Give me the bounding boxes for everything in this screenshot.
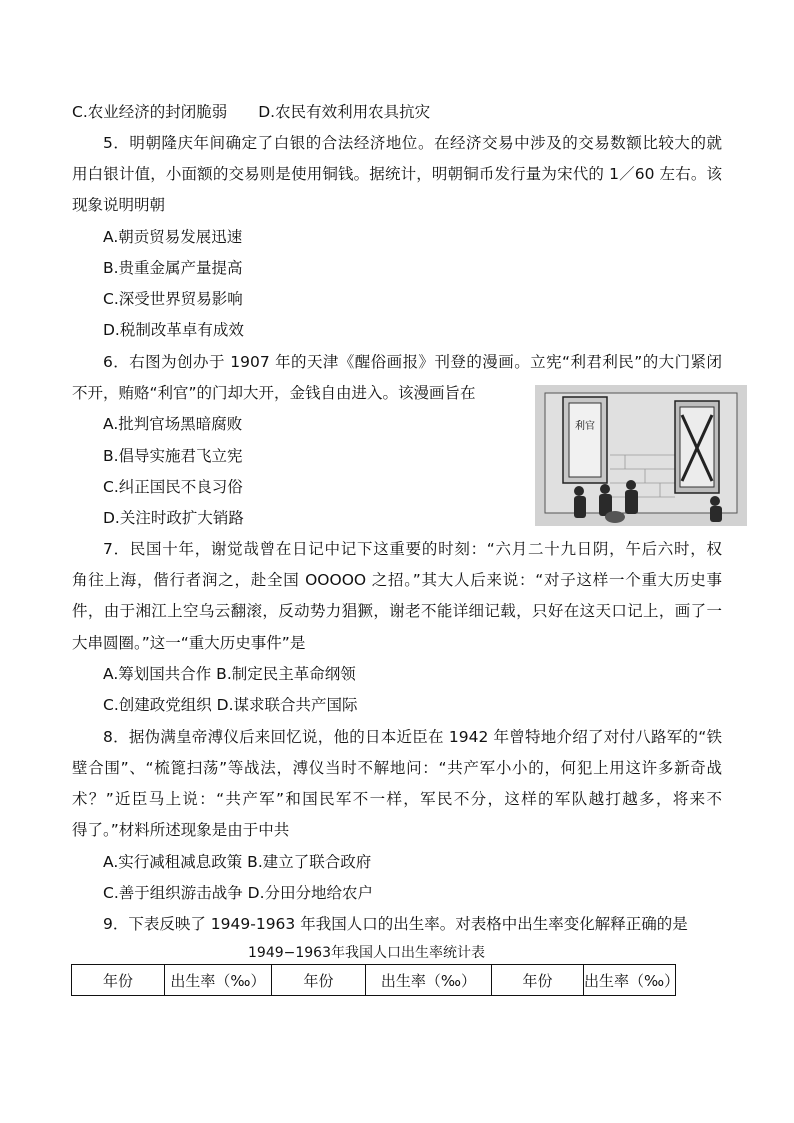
- q7-stem-line-3: 件，由于湘江上空乌云翻滚，反动势力猖獗，谢老不能详细记载，只好在这天口记上，画了一: [72, 602, 722, 620]
- q6-option-c: C.纠正国民不良习俗: [103, 478, 243, 496]
- q5-option-b: B.贵重金属产量提高: [103, 259, 243, 277]
- q7-options-ab: A.筹划国共合作 B.制定民主革命纲领: [103, 665, 356, 683]
- q5-stem-line-1: 5．明朝隆庆年间确定了白银的合法经济地位。在经济交易中涉及的交易数额比较大的就: [103, 134, 722, 152]
- q8-stem-line-4: 得了。”材料所述现象是由于中共: [72, 821, 290, 839]
- q5-stem-line-2: 用白银计值，小面额的交易则是使用铜钱。据统计，明朝铜币发行量为宋代的 1／60 左右。该: [72, 165, 722, 183]
- q4-options-cd: C.农业经济的封闭脆弱 D.农民有效利用农具抗灾: [72, 103, 431, 121]
- q9-stem: 9．下表反映了 1949-1963 年我国人口的出生率。对表格中出生率变化解释正确的是: [103, 915, 688, 933]
- cartoon-sign-text: 利官: [575, 421, 595, 432]
- q6-stem-line-1: 6．右图为创办于 1907 年的天津《醒俗画报》刊登的漫画。立宪“利君利民”的大门紧闭: [103, 353, 722, 371]
- q6-option-b: B.倡导实施君飞立宪: [103, 447, 243, 465]
- header-year-2: 年份: [272, 965, 366, 996]
- q5-option-a: A.朝贡贸易发展迅速: [103, 228, 243, 246]
- header-year-1: 年份: [72, 965, 165, 996]
- birth-rate-table: [71, 964, 680, 996]
- q5-option-d: D.税制改革卓有成效: [103, 321, 244, 339]
- cartoon-illustration: [535, 385, 747, 526]
- q8-options-ab: A.实行减租减息政策 B.建立了联合政府: [103, 853, 372, 871]
- q8-stem-line-3: 术？”近臣马上说：“共产军”和国民军不一样，军民不分，这样的军队越打越多，将来不: [72, 790, 722, 808]
- q7-options-cd: C.创建政党组织 D.谋求联合共产国际: [103, 696, 358, 714]
- q6-option-a: A.批判官场黑暗腐败: [103, 415, 243, 433]
- q7-stem-line-1: 7．民国十年，谢觉哉曾在日记中记下这重要的时刻：“六月二十九日阴，午后六时，权: [103, 540, 722, 558]
- q7-stem-line-2: 角往上海，偕行者润之，赴全国 OOOOO 之招。”其大人后来说：“对子这样一个重大历史事: [72, 571, 722, 589]
- q6-option-d: D.关注时政扩大销路: [103, 509, 244, 527]
- header-rate-3: 出生率（‰）: [584, 965, 676, 996]
- q5-option-c: C.深受世界贸易影响: [103, 290, 243, 308]
- q7-stem-line-4: 大串圆圈。”这一“重大历史事件”是: [72, 634, 306, 652]
- header-year-3: 年份: [492, 965, 584, 996]
- q5-stem-line-3: 现象说明明朝: [72, 196, 166, 214]
- header-rate-2: 出生率（‰）: [366, 965, 492, 996]
- header-rate-1: 出生率（‰）: [165, 965, 272, 996]
- q8-options-cd: C.善于组织游击战争 D.分田分地给农户: [103, 884, 374, 902]
- table-header-row: [72, 965, 676, 996]
- q8-stem-line-1: 8．据伪满皇帝溥仪后来回忆说，他的日本近臣在 1942 年曾特地介绍了对付八路军的“铁: [103, 728, 722, 746]
- q6-stem-line-2: 不开，贿赂“利官”的门却大开，金钱自由进入。该漫画旨在: [72, 384, 476, 402]
- q8-stem-line-2: 壁合围”、“梳篦扫荡”等战法，溥仪当时不解地问：“共产军小小的，何犯上用这许多新奇战: [72, 759, 722, 777]
- table-title: 1949−1963年我国人口出生率统计表: [248, 945, 485, 961]
